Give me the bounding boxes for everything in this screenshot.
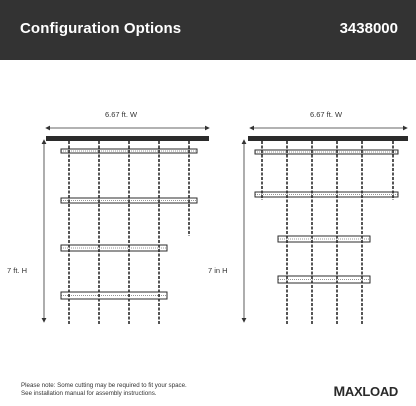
left-height-label: 7 ft. H [7, 266, 28, 275]
model-number: 3438000 [339, 20, 398, 37]
right-shelf-4 [278, 276, 370, 283]
brand-logo [334, 383, 398, 399]
configuration-diagram [0, 60, 416, 378]
brand-logo-first-letter: M [333, 383, 345, 399]
footnote-line-1: Please note: Some cutting may be required to fit your space. [21, 382, 187, 389]
right-top-rail [248, 136, 408, 141]
right-configuration [244, 128, 408, 325]
left-shelf-3 [61, 245, 167, 251]
brand-logo-rest: AXLOAD [344, 384, 398, 399]
installation-footnote [21, 382, 187, 398]
right-shelf-1 [255, 150, 398, 154]
left-top-rail [46, 136, 209, 141]
right-standards [262, 141, 393, 325]
right-shelf-3 [278, 236, 370, 242]
right-shelf-2 [255, 192, 398, 197]
left-width-label: 6.67 ft. W [105, 110, 138, 119]
right-width-label: 6.67 ft. W [310, 110, 343, 119]
left-shelf-4 [61, 292, 167, 299]
header-bar [0, 0, 416, 60]
right-height-label: 7 in H [208, 266, 228, 275]
left-standards [69, 141, 189, 325]
footnote-line-2: See installation manual for assembly instructions. [21, 390, 157, 397]
left-configuration [44, 128, 209, 325]
page-title: Configuration Options [20, 20, 182, 37]
